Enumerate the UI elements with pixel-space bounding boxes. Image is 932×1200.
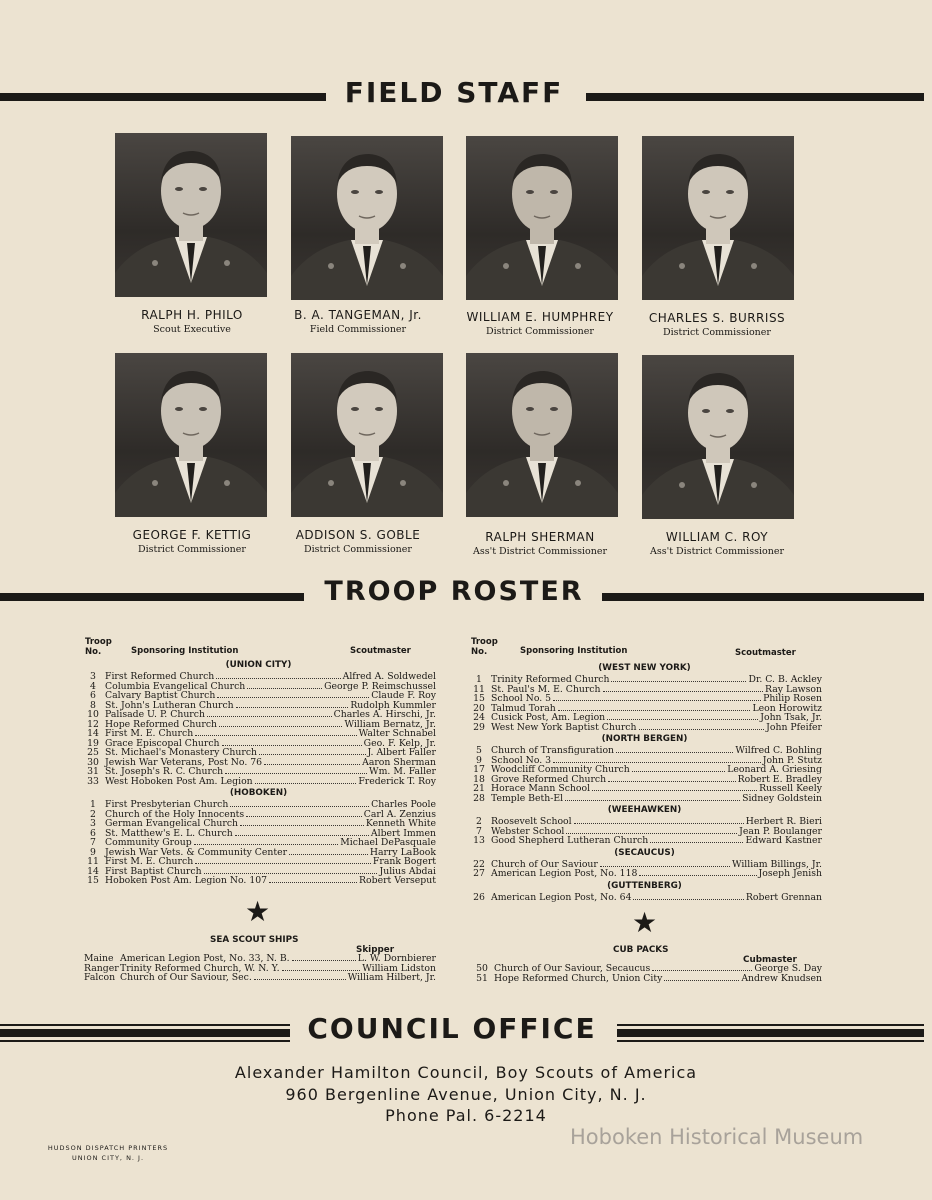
dot-leader [633, 893, 743, 900]
cubmaster-header: Cubmaster [743, 955, 797, 965]
scoutmaster-name: Aaron Sherman [362, 756, 436, 768]
dot-leader [235, 829, 369, 836]
field-staff-title: FIELD STAFF [344, 76, 564, 109]
troop-number: 8 [90, 699, 96, 711]
dot-leader [195, 857, 371, 864]
dot-leader [230, 800, 369, 807]
dot-leader [558, 704, 751, 711]
right-header-scoutmaster: Scoutmaster [735, 648, 796, 658]
sponsoring-institution: Church of Our Saviour [491, 858, 598, 870]
scoutmaster-name: Robert Verseput [359, 875, 436, 886]
scoutmaster-name: Geo. F. Kelp, Jr. [363, 737, 436, 749]
staff-title: Ass't District Commissioner [650, 546, 784, 557]
scoutmaster-name: Joseph Jenish [758, 868, 822, 879]
town-heading: (WEEHAWKEN) [607, 805, 682, 815]
sponsoring-institution: School No. 3 [491, 754, 552, 766]
staff-name: WILLIAM C. ROY [665, 530, 769, 544]
staff-name: WILLIAM E. HUMPHREY [466, 310, 614, 324]
troop-number: 3 [90, 671, 96, 682]
troop-number: 29 [473, 721, 485, 733]
sponsoring-institution: Calvary Baptist Church [105, 690, 216, 701]
dot-leader [616, 746, 733, 753]
dot-leader [639, 869, 756, 876]
roster-row [467, 893, 822, 903]
scoutmaster-name: Charles Poole [371, 799, 436, 810]
sea-scout-list [84, 954, 436, 983]
left-header-scoutmaster: Scoutmaster [350, 646, 411, 656]
troop-number: 25 [87, 747, 99, 758]
scoutmaster-name: Robert E. Bradley [737, 773, 822, 785]
portrait-photo [115, 133, 267, 297]
troop-number: 27 [473, 868, 485, 879]
scoutmaster-name: Julius Abdai [379, 865, 436, 877]
troop-number: 21 [473, 783, 485, 794]
troop-number: 1 [476, 674, 482, 685]
dot-leader [246, 810, 362, 817]
dot-leader [216, 672, 340, 679]
troop-number: 15 [87, 875, 99, 886]
field-staff-rule-left [0, 93, 326, 101]
troop-number: 19 [87, 737, 99, 749]
scoutmaster-name: Jean P. Boulanger [739, 825, 822, 837]
town-heading: (UNION CITY) [225, 660, 292, 670]
troop-number: 20 [473, 702, 485, 714]
sponsoring-institution: St. Michael's Monastery Church [105, 747, 258, 758]
staff-title: District Commissioner [138, 544, 246, 555]
dot-leader [222, 739, 362, 746]
roster-left-column [81, 658, 436, 886]
dot-leader [292, 954, 356, 961]
roster-row [81, 777, 436, 787]
portrait-photo [291, 353, 443, 517]
sponsoring-institution: Church of Our Saviour, Secaucus [494, 963, 651, 974]
dot-leader [652, 964, 752, 971]
troop-number: 28 [473, 792, 485, 804]
scoutmaster-name: Herbert R. Bieri [745, 816, 822, 827]
dot-leader [255, 777, 357, 784]
sponsoring-institution: Jewish War Veterans, Post No. 76 [105, 756, 263, 768]
scoutmaster-name: George P. Reimschussel [324, 680, 436, 692]
troop-number: 6 [90, 690, 96, 701]
troop-number: 13 [473, 835, 485, 846]
sponsoring-institution: West New York Baptist Church [491, 721, 637, 733]
sponsoring-institution: American Legion Post, No. 33, N. B. [120, 953, 290, 964]
troop-number: 14 [87, 865, 99, 877]
troop-number: 10 [87, 709, 99, 720]
staff-title: Field Commissioner [309, 324, 407, 335]
sponsoring-institution: Church of the Holy Innocents [105, 808, 245, 820]
dot-leader [639, 723, 765, 730]
sponsoring-institution: St. Joseph's R. C. Church [105, 766, 224, 777]
dot-leader [608, 775, 735, 782]
dot-leader [254, 973, 346, 980]
dot-leader [219, 720, 342, 727]
roster-row [81, 876, 436, 886]
scoutmaster-name: Ray Lawson [765, 683, 822, 695]
staff-name: ADDISON S. GOBLE [295, 528, 421, 542]
troop-number: Falcon [84, 972, 116, 983]
scoutmaster-name: Philip Rosen [763, 693, 822, 704]
sponsoring-institution: Jewish War Vets. & Community Center [105, 846, 288, 858]
dot-leader [600, 860, 730, 867]
town-heading: (NORTH BERGEN) [601, 734, 688, 744]
scoutmaster-name: Kenneth White [365, 818, 436, 829]
portrait-photo [642, 136, 794, 300]
scoutmaster-name: Sidney Goldstein [742, 792, 822, 804]
sponsoring-institution: Grace Episcopal Church [105, 737, 220, 749]
cub-packs-title: CUB PACKS [613, 945, 669, 955]
sponsoring-institution: German Evangelical Church [105, 818, 239, 829]
sponsoring-institution: Church of Our Saviour, Sec. [120, 972, 252, 983]
staff-title: District Commissioner [486, 326, 594, 337]
sponsoring-institution: First M. E. Church [105, 728, 194, 739]
dot-leader [603, 685, 764, 692]
sponsoring-institution: West Hoboken Post Am. Legion [105, 775, 253, 787]
troop-number: 17 [473, 764, 485, 775]
troop-number: 9 [90, 846, 96, 858]
sponsoring-institution: First Baptist Church [105, 865, 202, 877]
scoutmaster-name: Andrew Knudsen [741, 972, 822, 984]
sponsoring-institution: Palisade U. P. Church [105, 709, 205, 720]
troop-roster-rule-left [0, 593, 304, 601]
portrait-photo [466, 136, 618, 300]
town-heading: (WEST NEW YORK) [598, 663, 691, 673]
staff-title: District Commissioner [663, 327, 771, 338]
roster-row [467, 723, 822, 733]
council-address: 960 Bergenline Avenue, Union City, N. J. [285, 1085, 647, 1104]
troop-number: 51 [476, 972, 488, 984]
scoutmaster-name: Harry LaBook [369, 846, 436, 858]
left-header-institution: Sponsoring Institution [131, 646, 239, 656]
scoutmaster-name: Russell Keely [759, 783, 822, 794]
council-phone: Phone Pal. 6-2214 [385, 1106, 547, 1125]
troop-number: 30 [87, 756, 99, 768]
dot-leader [565, 794, 740, 801]
scoutmaster-name: William Billings, Jr. [731, 858, 822, 870]
scoutmaster-name: J. Albert Faller [367, 747, 436, 758]
council-name: Alexander Hamilton Council, Boy Scouts of America [234, 1063, 698, 1082]
left-header-troop: Troop No. [85, 637, 112, 657]
sponsoring-institution: American Legion Post, No. 118 [491, 868, 638, 879]
sponsoring-institution: Trinity Reformed Church, W. N. Y. [120, 962, 280, 974]
troop-number: 6 [90, 827, 96, 839]
staff-title: Ass't District Commissioner [473, 546, 607, 557]
dot-leader [611, 675, 746, 682]
roster-row [467, 869, 822, 879]
staff-name: RALPH H. PHILO [141, 308, 243, 322]
sponsoring-institution: First Reformed Church [105, 671, 215, 682]
sponsoring-institution: Cusick Post, Am. Legion [491, 712, 606, 723]
troop-number: 33 [87, 775, 99, 787]
portrait-photo [642, 355, 794, 519]
dot-leader [664, 974, 739, 981]
scoutmaster-name: Edward Kastner [745, 835, 822, 846]
museum-watermark: Hoboken Historical Museum [570, 1125, 864, 1149]
scoutmaster-name: Walter Schnabel [358, 728, 436, 739]
scoutmaster-name: William Bernatz, Jr. [344, 718, 436, 730]
dot-leader [269, 876, 357, 883]
sponsoring-institution: Good Shepherd Lutheran Church [491, 835, 649, 846]
sponsoring-institution: St. John's Lutheran Church [105, 699, 234, 711]
scoutmaster-name: Wm. M. Faller [369, 766, 436, 777]
dot-leader [574, 817, 744, 824]
staff-name: GEORGE F. KETTIG [132, 528, 252, 542]
troop-number: 9 [476, 754, 482, 766]
dot-leader [236, 701, 349, 708]
dot-leader [289, 848, 368, 855]
dot-leader [195, 729, 356, 736]
sponsoring-institution: First Presbyterian Church [105, 799, 229, 810]
dot-leader [650, 836, 743, 843]
scoutmaster-name: William Lidston [362, 962, 436, 974]
staff-title: District Commissioner [304, 544, 412, 555]
scoutmaster-name: Rudolph Kummler [350, 699, 436, 711]
troop-number: 7 [476, 825, 482, 837]
sponsoring-institution: Hope Reformed Church [105, 718, 218, 730]
council-office-title: COUNCIL OFFICE [307, 1012, 597, 1045]
scoutmaster-name: Leon Horowitz [752, 702, 822, 714]
sponsoring-institution: St. Paul's M. E. Church [491, 683, 601, 695]
scoutmaster-name: John Pfeifer [766, 721, 822, 733]
star-icon: ★ [245, 895, 271, 928]
sponsoring-institution: Hope Reformed Church, Union City [494, 972, 663, 984]
field-staff-rule-right [586, 93, 924, 101]
town-heading: (HOBOKEN) [229, 788, 288, 798]
staff-title: Scout Executive [153, 324, 231, 335]
scoutmaster-name: Claude F. Roy [371, 690, 436, 701]
dot-leader [632, 765, 725, 772]
troop-number: 2 [476, 816, 482, 827]
troop-number: 11 [87, 856, 99, 867]
scoutmaster-name: Frank Bogert [372, 856, 436, 867]
sponsoring-institution: Community Group [105, 837, 192, 848]
troop-number: 22 [473, 858, 485, 870]
right-header-institution: Sponsoring Institution [520, 646, 628, 656]
scoutmaster-name: William Hilbert, Jr. [347, 972, 436, 983]
skipper-header: Skipper [356, 945, 395, 955]
scoutmaster-name: Frederick T. Roy [358, 775, 436, 787]
troop-number: Ranger [84, 962, 119, 974]
troop-number: 5 [476, 745, 482, 756]
troop-number: 50 [476, 963, 488, 974]
troop-number: 26 [473, 891, 485, 903]
staff-name: RALPH SHERMAN [485, 530, 595, 544]
dot-leader [194, 838, 339, 845]
sponsoring-institution: Church of Transfiguration [491, 745, 615, 756]
troop-roster-rule-right [602, 593, 924, 601]
dot-leader [217, 691, 369, 698]
roster-right-column [467, 661, 822, 902]
sponsoring-institution: Woodcliff Community Church [491, 764, 630, 775]
cub-packs-list [470, 964, 822, 983]
dot-leader [592, 784, 757, 791]
sponsoring-institution: American Legion Post, No. 64 [491, 891, 632, 903]
portrait-photo [115, 353, 267, 517]
dot-leader [607, 713, 758, 720]
sponsoring-institution: Temple Beth-El [491, 792, 564, 804]
roster-row [467, 836, 822, 846]
troop-number: 15 [473, 693, 485, 704]
sea-scout-title: SEA SCOUT SHIPS [210, 935, 299, 945]
roster-row [470, 974, 822, 984]
troop-number: Maine [84, 953, 114, 964]
troop-number: 3 [90, 818, 96, 829]
sponsoring-institution: First M. E. Church [105, 856, 194, 867]
scoutmaster-name: John P. Stutz [762, 754, 822, 766]
dot-leader [264, 758, 360, 765]
troop-number: 18 [473, 773, 485, 785]
scoutmaster-name: John Tsak, Jr. [760, 712, 822, 723]
dot-leader [207, 710, 332, 717]
troop-number: 2 [90, 808, 96, 820]
portrait-photo [466, 353, 618, 517]
sponsoring-institution: Talmud Torah [491, 702, 556, 714]
roster-row [467, 794, 822, 804]
sponsoring-institution: Webster School [491, 825, 565, 837]
dot-leader [566, 827, 737, 834]
roster-row [84, 973, 436, 983]
scoutmaster-name: Dr. C. B. Ackley [748, 674, 822, 685]
scoutmaster-name: Michael DePasquale [340, 837, 436, 848]
dot-leader [247, 682, 322, 689]
scoutmaster-name: Alfred A. Soldwedel [342, 671, 436, 682]
sponsoring-institution: Roosevelt School [491, 816, 572, 827]
scoutmaster-name: Leonard A. Griesing [727, 764, 822, 775]
sponsoring-institution: Hoboken Post Am. Legion No. 107 [105, 875, 268, 886]
dot-leader [240, 819, 364, 826]
troop-number: 1 [90, 799, 96, 810]
scoutmaster-name: George S. Day [754, 963, 822, 974]
sponsoring-institution: School No. 5 [491, 693, 552, 704]
sponsoring-institution: St. Matthew's E. L. Church [105, 827, 233, 839]
troop-number: 4 [90, 680, 96, 692]
sponsoring-institution: Grove Reformed Church [491, 773, 607, 785]
troop-number: 14 [87, 728, 99, 739]
printer-credit: HUDSON DISPATCH PRINTERS UNION CITY, N. J. [47, 1144, 169, 1162]
scoutmaster-name: Robert Grennan [745, 891, 822, 903]
troop-roster-title: TROOP ROSTER [324, 576, 584, 607]
dot-leader [225, 767, 367, 774]
scoutmaster-name: Albert Immen [370, 827, 436, 839]
town-heading: (SECAUCUS) [614, 847, 675, 858]
scoutmaster-name: L. W. Dornbierer [357, 953, 436, 964]
dot-leader [282, 964, 361, 971]
staff-name: B. A. TANGEMAN, Jr. [294, 308, 422, 322]
town-heading: (GUTTENBERG) [607, 880, 682, 891]
troop-number: 11 [473, 683, 485, 695]
troop-number: 7 [90, 837, 96, 848]
troop-number: 12 [87, 718, 99, 730]
right-header-troop: Troop No. [471, 637, 498, 657]
dot-leader [553, 694, 761, 701]
sponsoring-institution: Horace Mann School [491, 783, 591, 794]
scoutmaster-name: Charles A. Hirschi, Jr. [333, 709, 436, 720]
sponsoring-institution: Columbia Evangelical Church [105, 680, 246, 692]
troop-number: 24 [473, 712, 485, 723]
troop-number: 31 [87, 766, 99, 777]
star-icon: ★ [632, 906, 658, 939]
portrait-photo [291, 136, 443, 300]
dot-leader [553, 756, 761, 763]
scoutmaster-name: Carl A. Zenzius [363, 808, 436, 820]
dot-leader [259, 748, 366, 755]
scoutmaster-name: Wilfred C. Bohling [735, 745, 822, 756]
staff-name: CHARLES S. BURRISS [648, 311, 786, 325]
sponsoring-institution: Trinity Reformed Church [491, 674, 610, 685]
dot-leader [204, 867, 378, 874]
